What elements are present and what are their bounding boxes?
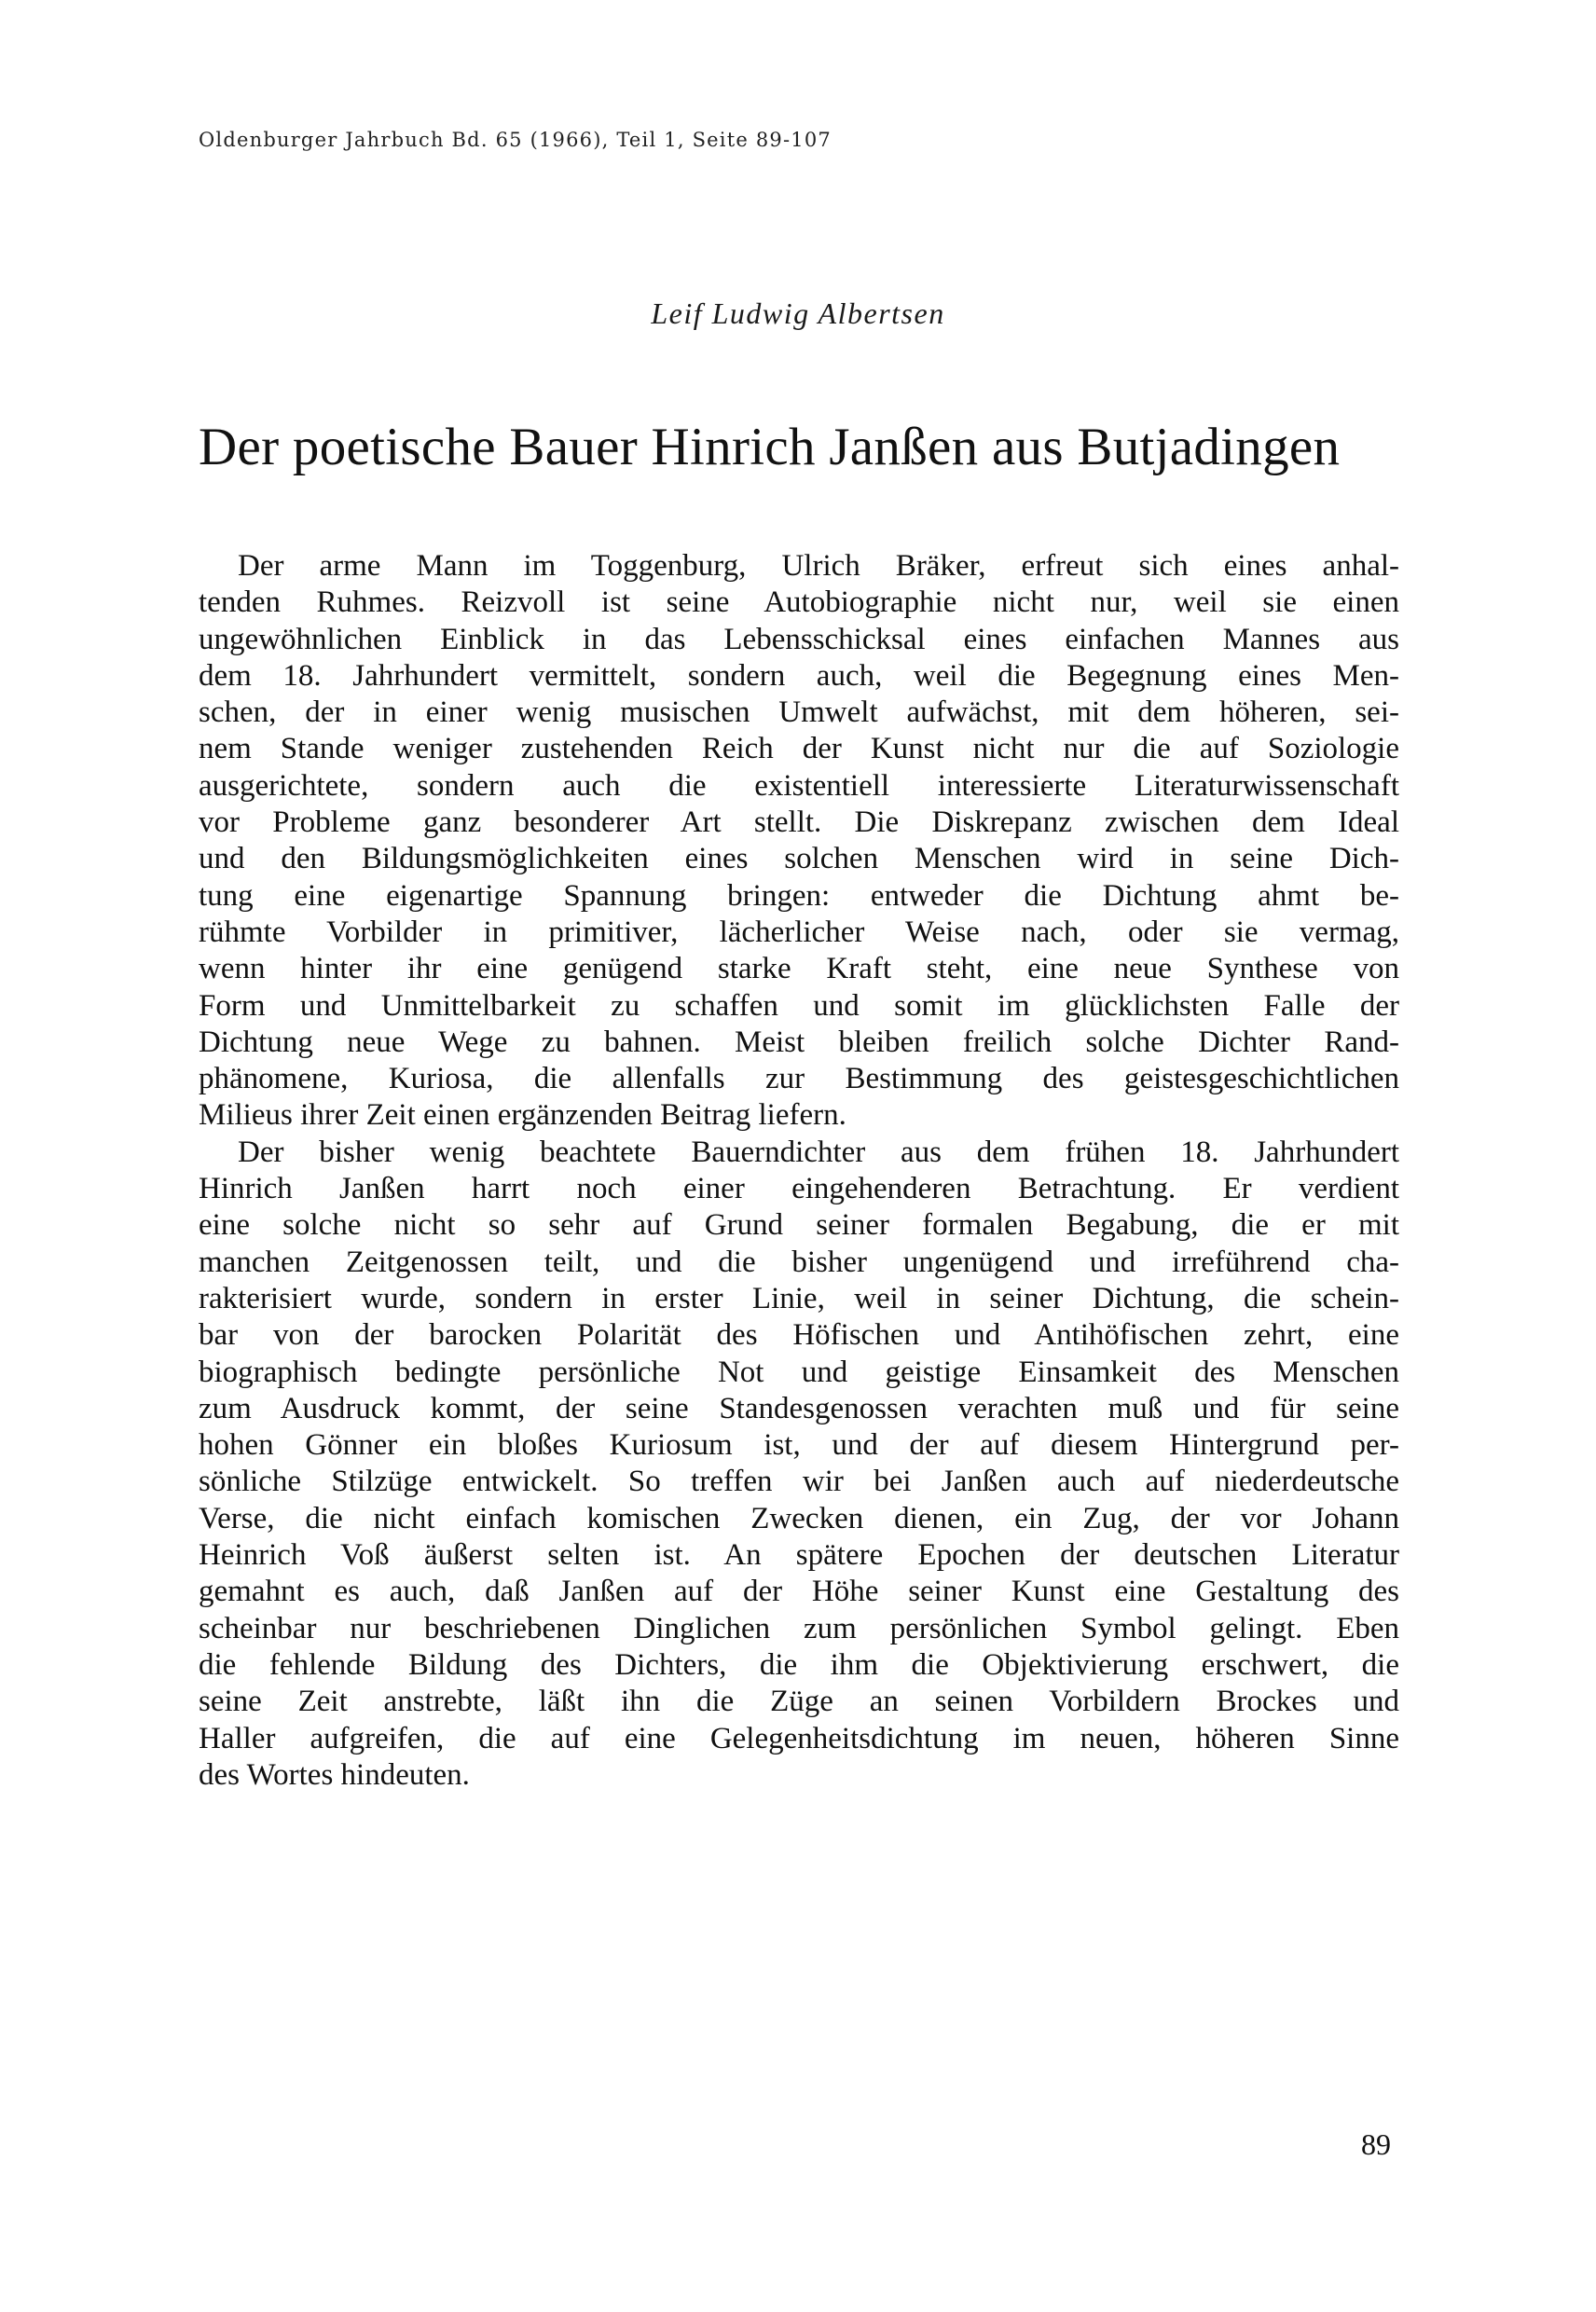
text-line: vor Probleme ganz besonderer Art stellt. Die Diskrepanz zwischen dem Ideal xyxy=(199,805,1399,840)
text-line: dem 18. Jahrhundert vermittelt, sondern auch, weil die Begegnung eines Men- xyxy=(199,658,1399,693)
text-line: hohen Gönner ein bloßes Kuriosum ist, und der auf diesem Hintergrund per- xyxy=(199,1428,1399,1463)
text-line: Milieus ihrer Zeit einen ergänzenden Beitrag liefern. xyxy=(199,1098,846,1133)
text-line: rakterisiert wurde, sondern in erster Linie, weil in seiner Dichtung, die schein- xyxy=(199,1281,1399,1315)
text-line: Heinrich Voß äußerst selten ist. An spätere Epochen der deutschen Literatur xyxy=(199,1538,1399,1573)
text-line: ungewöhnlichen Einblick in das Lebensschicksal eines einfachen Mannes aus xyxy=(199,622,1399,656)
text-line: Form und Unmittelbarkeit zu schaffen und somit im glücklichsten Falle der xyxy=(199,988,1399,1023)
text-line: manchen Zeitgenossen teilt, und die bisher ungenügend und irreführend cha- xyxy=(199,1245,1399,1279)
text-line: tung eine eigenartige Spannung bringen: entweder die Dichtung ahmt be- xyxy=(199,878,1399,913)
article-title: Der poetische Bauer Hinrich Janßen aus Butjadingen xyxy=(199,418,1341,476)
text-line: schen, der in einer wenig musischen Umwelt aufwächst, mit dem höheren, sei- xyxy=(199,695,1399,730)
running-head: Oldenburger Jahrbuch Bd. 65 (1966), Teil 1, Seite 89-107 xyxy=(199,129,832,151)
text-line: ausgerichtete, sondern auch die existentiell interessierte Literaturwissenschaft xyxy=(199,768,1399,803)
text-line: nem Stande weniger zustehenden Reich der Kunst nicht nur die auf Soziologie xyxy=(199,732,1399,766)
text-line: Hinrich Janßen harrt noch einer eingehenderen Betrachtung. Er verdient xyxy=(199,1172,1399,1206)
text-line: phänomene, Kuriosa, die allenfalls zur Bestimmung des geistesgeschichtlichen xyxy=(199,1062,1399,1096)
text-line: gemahnt es auch, daß Janßen auf der Höhe seiner Kunst eine Gestaltung des xyxy=(199,1575,1399,1609)
page-number: 89 xyxy=(1361,2127,1391,2161)
text-line: sönliche Stilzüge entwickelt. So treffen wir bei Janßen auch auf niederdeutsche xyxy=(199,1465,1399,1499)
text-line: scheinbar nur beschriebenen Dinglichen zum persönlichen Symbol gelingt. Eben xyxy=(199,1611,1399,1645)
article-body xyxy=(199,548,1399,1794)
text-line: seine Zeit anstrebte, läßt ihn die Züge an seinen Vorbildern Brockes und xyxy=(199,1685,1399,1719)
text-line: bar von der barocken Polarität des Höfischen und Antihöfischen zehrt, eine xyxy=(199,1318,1399,1353)
text-line: die fehlende Bildung des Dichters, die ihm die Objektivierung erschwert, die xyxy=(199,1647,1399,1682)
text-line: des Wortes hindeuten. xyxy=(199,1757,470,1792)
text-line: biographisch bedingte persönliche Not und geistige Einsamkeit des Menschen xyxy=(199,1355,1399,1389)
text-line: Der bisher wenig beachtete Bauerndichter aus dem frühen 18. Jahrhundert xyxy=(238,1135,1399,1169)
text-line: wenn hinter ihr eine genügend starke Kraft steht, eine neue Synthese von xyxy=(199,952,1399,986)
text-line: Verse, die nicht einfach komischen Zwecken dienen, ein Zug, der vor Johann xyxy=(199,1501,1399,1535)
text-line: tenden Ruhmes. Reizvoll ist seine Autobiographie nicht nur, weil sie einen xyxy=(199,585,1399,620)
text-line: Der arme Mann im Toggenburg, Ulrich Bräker, erfreut sich eines anhal- xyxy=(238,549,1399,583)
text-line: und den Bildungsmöglichkeiten eines solchen Menschen wird in seine Dich- xyxy=(199,842,1399,876)
text-line: rühmte Vorbilder in primitiver, lächerlicher Weise nach, oder sie vermag, xyxy=(199,915,1399,949)
text-line: Haller aufgreifen, die auf eine Gelegenheitsdichtung im neuen, höheren Sinne xyxy=(199,1721,1399,1755)
author-name: Leif Ludwig Albertsen xyxy=(651,296,945,330)
text-line: zum Ausdruck kommt, der seine Standesgenossen verachten muß und für seine xyxy=(199,1391,1399,1425)
text-line: Dichtung neue Wege zu bahnen. Meist bleiben freilich solche Dichter Rand- xyxy=(199,1025,1399,1059)
text-line: eine solche nicht so sehr auf Grund seiner formalen Begabung, die er mit xyxy=(199,1208,1399,1243)
